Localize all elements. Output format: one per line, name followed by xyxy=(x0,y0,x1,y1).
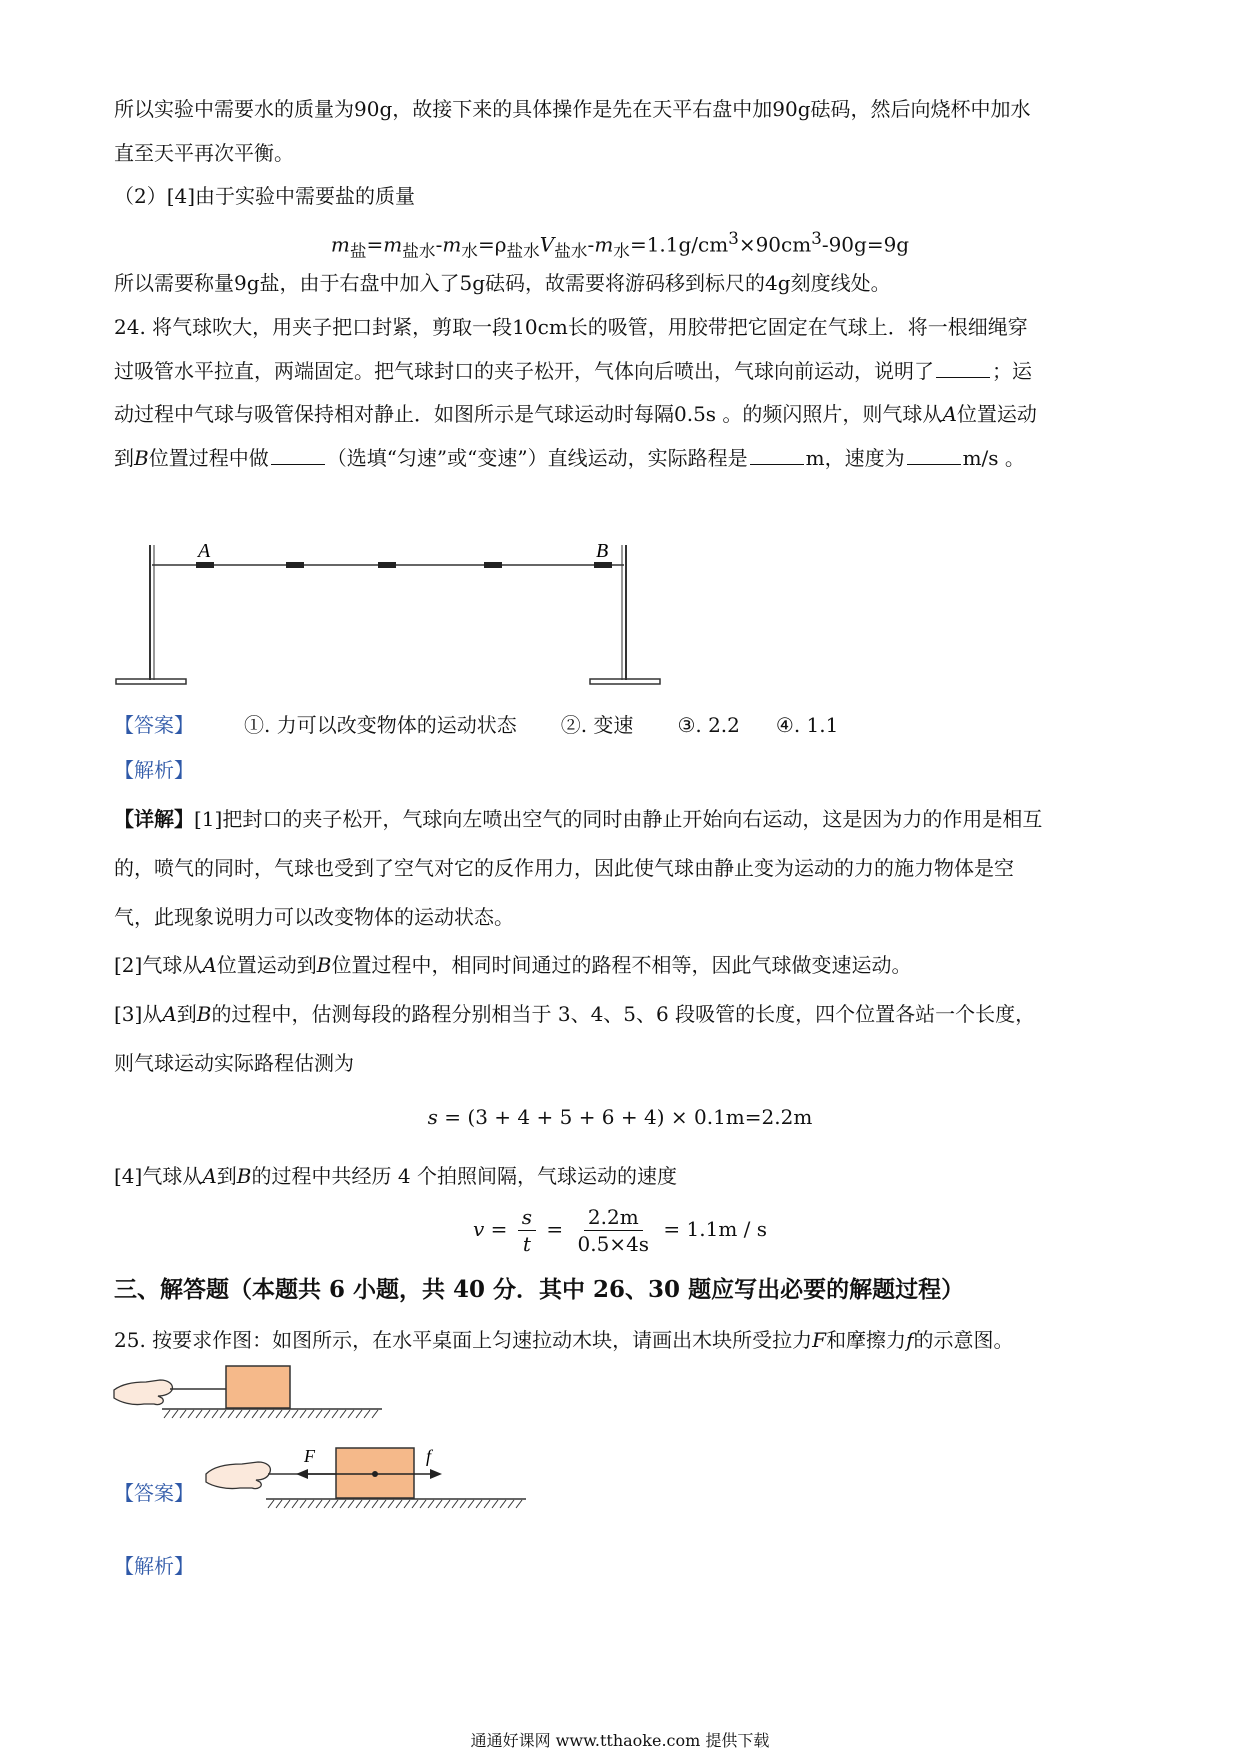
q24-line: 动过程中气球与吸管保持相对静止．如图所示是气球运动时每隔0.5s 。的频闪照片，则气球从A位置运动 xyxy=(114,402,1037,426)
wooden-block xyxy=(226,1366,290,1408)
detail-line: [4]气球从A到B的过程中共经历 4 个拍照间隔，气球运动的速度 xyxy=(114,1164,677,1188)
balloon-flash-photo-figure xyxy=(110,535,670,695)
q24-line: 24. 将气球吹大，用夹子把口封紧，剪取一段10cm长的吸管，用胶带把它固定在气球上．将一根细绳穿 xyxy=(114,315,1028,339)
detail-line: 【详解】[1]把封口的夹子松开，气球向左喷出空气的同时由静止开始向右运动，这是因为力的作用是相互 xyxy=(114,807,1043,831)
formula-speed: v = $\frac{s}{t}$ = $\frac{2.2m}{0.5\times 4s}$ = 1.1m / s xyxy=(472,1205,768,1256)
page-footer: 通通好课网 www.tthaoke.com 提供下载 xyxy=(470,1731,770,1750)
answer-24: 【答案】 ①. 力可以改变物体的运动状态 ②. 变速 ③. 2.2 ④. 1.1 xyxy=(114,713,839,737)
q25-line: 25. 按要求作图：如图所示，在水平桌面上匀速拉动木块，请画出木块所受拉力F和摩擦力f的示意图。 xyxy=(114,1328,1014,1352)
answer-tag: 【答案】 xyxy=(114,713,194,737)
formula-distance: s = (3 + 4 + 5 + 6 + 4) × 0.1m=2.2m xyxy=(427,1105,813,1129)
answer-force-diagram xyxy=(196,1440,536,1520)
detail-line: [2]气球从A位置运动到B位置过程中，相同时间通过的路程不相等，因此气球做变速运动。 xyxy=(114,953,912,977)
straw-position xyxy=(484,562,502,568)
hand-icon xyxy=(114,1380,172,1405)
detail-line: 的，喷气的同时，气球也受到了空气对它的反作用力，因此使气球由静止变为运动的力的施力物体是空 xyxy=(114,856,1014,880)
detail-line: [3]从A到B的过程中，估测每段的路程分别相当于 3、4、5、6 段吸管的长度，四个位置各站一个长度， xyxy=(114,1002,1036,1026)
label-b: B xyxy=(596,540,609,562)
text-line: （2）[4]由于实验中需要盐的质量 xyxy=(114,184,416,208)
straw-position xyxy=(286,562,304,568)
answer-blank[interactable] xyxy=(750,446,804,465)
label-a: A xyxy=(198,540,211,562)
label-friction-f: f xyxy=(426,1446,432,1466)
answer-25-tag: 【答案】 xyxy=(114,1481,194,1505)
q24-line: 到B位置过程中做 （选填“匀速”或“变速”）直线运动，实际路程是 m，速度为 m/s 。 xyxy=(114,446,1025,470)
text-line: 所以需要称量9g盐，由于右盘中加入了5g砝码，故需要将游码移到标尺的4g刻度线处。 xyxy=(114,271,891,295)
detail-line: 气，此现象说明力可以改变物体的运动状态。 xyxy=(114,905,514,929)
detail-line: 则气球运动实际路程估测为 xyxy=(114,1051,354,1075)
section-heading: 三、解答题（本题共 6 小题，共 40 分．其中 26、30 题应写出必要的解题过程） xyxy=(114,1276,965,1303)
formula-salt-mass: $m_盐=m_{盐水}-m_水=\rho_{盐水}V_{盐水}-m_水=1.1g/cm^3\times 90cm^3-90g=9g$ xyxy=(330,229,910,261)
hand-icon xyxy=(206,1462,270,1489)
straw-position-b xyxy=(594,562,612,568)
label-force-f: F xyxy=(304,1446,315,1466)
straw-position-a xyxy=(196,562,214,568)
analysis-tag: 【解析】 xyxy=(114,758,194,782)
answer-blank[interactable] xyxy=(936,359,990,378)
answer-blank[interactable] xyxy=(907,446,961,465)
text-line: 所以实验中需要水的质量为90g，故接下来的具体操作是先在天平右盘中加90g砝码，然后向烧杯中加水 xyxy=(114,97,1031,121)
pulling-block-figure xyxy=(112,1362,412,1422)
text-line: 直至天平再次平衡。 xyxy=(114,141,294,165)
answer-blank[interactable] xyxy=(271,446,325,465)
q24-line: 过吸管水平拉直，两端固定。把气球封口的夹子松开，气体向后喷出，气球向前运动，说明了 ；运 xyxy=(114,359,1032,383)
analysis-tag: 【解析】 xyxy=(114,1554,194,1578)
straw-position xyxy=(378,562,396,568)
